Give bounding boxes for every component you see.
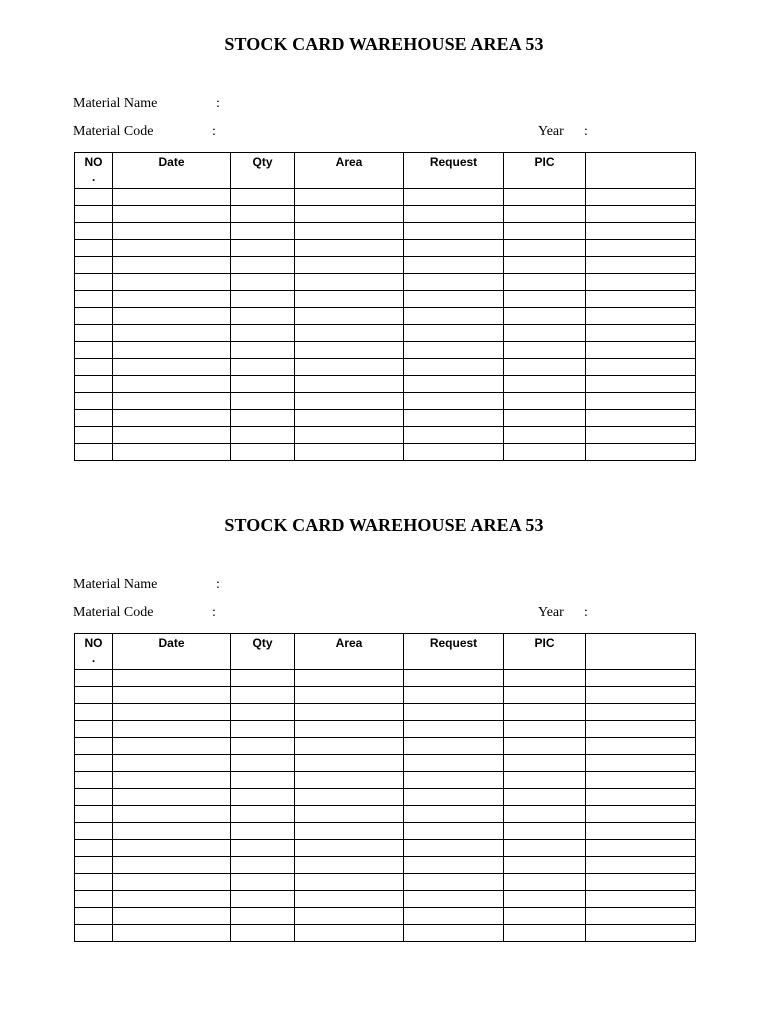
table-row xyxy=(75,240,696,257)
table-cell[interactable] xyxy=(113,670,231,687)
table-cell[interactable] xyxy=(231,925,295,942)
table-cell[interactable] xyxy=(75,908,113,925)
stock-table xyxy=(74,633,696,942)
table-cell[interactable] xyxy=(404,223,504,240)
table-cell[interactable] xyxy=(404,823,504,840)
table-cell[interactable] xyxy=(231,891,295,908)
table-cell[interactable] xyxy=(586,189,696,206)
table-cell[interactable] xyxy=(586,257,696,274)
table-row xyxy=(75,925,696,942)
table-cell[interactable] xyxy=(231,359,295,376)
table-row xyxy=(75,325,696,342)
material-name-label: Material Name xyxy=(73,577,158,592)
table-cell[interactable] xyxy=(75,823,113,840)
table-cell[interactable] xyxy=(231,840,295,857)
table-cell[interactable] xyxy=(75,342,113,359)
table-cell[interactable] xyxy=(504,806,586,823)
table-cell[interactable] xyxy=(504,687,586,704)
table-cell[interactable] xyxy=(295,687,404,704)
table-row xyxy=(75,342,696,359)
table-row xyxy=(75,721,696,738)
table-cell[interactable] xyxy=(404,274,504,291)
table-cell[interactable] xyxy=(113,291,231,308)
table-cell[interactable] xyxy=(586,704,696,721)
page-title: STOCK CARD WAREHOUSE AREA 53 xyxy=(224,34,544,54)
table-row xyxy=(75,274,696,291)
table-cell[interactable] xyxy=(295,823,404,840)
table-cell[interactable] xyxy=(404,206,504,223)
table-cell[interactable] xyxy=(295,444,404,461)
table-cell[interactable] xyxy=(504,291,586,308)
table-cell[interactable] xyxy=(586,670,696,687)
table-cell[interactable] xyxy=(404,738,504,755)
table-cell[interactable] xyxy=(504,755,586,772)
table-cell[interactable] xyxy=(113,410,231,427)
table-cell[interactable] xyxy=(231,325,295,342)
table-row xyxy=(75,444,696,461)
table-cell[interactable] xyxy=(113,891,231,908)
table-cell[interactable] xyxy=(586,738,696,755)
table-cell[interactable] xyxy=(113,874,231,891)
table-row xyxy=(75,738,696,755)
table-cell[interactable] xyxy=(75,359,113,376)
header-blank xyxy=(586,153,696,189)
table-cell[interactable] xyxy=(231,857,295,874)
table-header-row xyxy=(75,153,696,189)
table-cell[interactable] xyxy=(75,240,113,257)
table-cell[interactable] xyxy=(586,891,696,908)
table-cell[interactable] xyxy=(404,342,504,359)
table-cell[interactable] xyxy=(504,325,586,342)
table-cell[interactable] xyxy=(295,291,404,308)
table-cell[interactable] xyxy=(586,806,696,823)
table-row xyxy=(75,874,696,891)
material-name-label: Material Name xyxy=(73,96,158,111)
table-cell[interactable] xyxy=(231,223,295,240)
table-cell[interactable] xyxy=(295,908,404,925)
table-row xyxy=(75,772,696,789)
table-cell[interactable] xyxy=(404,376,504,393)
table-cell[interactable] xyxy=(404,257,504,274)
table-cell[interactable] xyxy=(113,223,231,240)
table-cell[interactable] xyxy=(231,308,295,325)
table-cell[interactable] xyxy=(504,823,586,840)
table-cell[interactable] xyxy=(404,857,504,874)
table-cell[interactable] xyxy=(504,874,586,891)
table-cell[interactable] xyxy=(75,687,113,704)
table-cell[interactable] xyxy=(404,687,504,704)
table-cell[interactable] xyxy=(404,755,504,772)
table-cell[interactable] xyxy=(404,444,504,461)
table-cell[interactable] xyxy=(295,840,404,857)
table-cell[interactable] xyxy=(586,908,696,925)
table-cell[interactable] xyxy=(231,444,295,461)
table-row xyxy=(75,427,696,444)
table-cell[interactable] xyxy=(75,670,113,687)
table-cell[interactable] xyxy=(295,427,404,444)
table-row xyxy=(75,257,696,274)
table-cell[interactable] xyxy=(113,359,231,376)
year-label: Year xyxy=(538,124,564,139)
year-colon: : xyxy=(584,124,588,139)
table-cell[interactable] xyxy=(231,789,295,806)
table-cell[interactable] xyxy=(75,189,113,206)
table-cell[interactable] xyxy=(295,257,404,274)
table-cell[interactable] xyxy=(113,189,231,206)
table-cell[interactable] xyxy=(75,427,113,444)
table-cell[interactable] xyxy=(113,444,231,461)
table-cell[interactable] xyxy=(75,308,113,325)
table-cell[interactable] xyxy=(586,410,696,427)
table-cell[interactable] xyxy=(404,840,504,857)
table-cell[interactable] xyxy=(295,772,404,789)
table-cell[interactable] xyxy=(504,257,586,274)
table-cell[interactable] xyxy=(113,687,231,704)
table-cell[interactable] xyxy=(295,874,404,891)
table-cell[interactable] xyxy=(404,240,504,257)
table-cell[interactable] xyxy=(113,325,231,342)
table-cell[interactable] xyxy=(404,359,504,376)
material-name-colon: : xyxy=(216,96,220,111)
table-cell[interactable] xyxy=(586,291,696,308)
table-cell[interactable] xyxy=(75,738,113,755)
table-cell[interactable] xyxy=(295,376,404,393)
table-cell[interactable] xyxy=(504,789,586,806)
header-no-dot: . xyxy=(91,170,96,184)
table-cell[interactable] xyxy=(295,789,404,806)
table-cell[interactable] xyxy=(586,755,696,772)
table-cell[interactable] xyxy=(586,325,696,342)
table-cell[interactable] xyxy=(113,342,231,359)
table-cell[interactable] xyxy=(404,721,504,738)
table-cell[interactable] xyxy=(113,308,231,325)
table-cell[interactable] xyxy=(404,291,504,308)
table-cell[interactable] xyxy=(113,240,231,257)
material-code-colon: : xyxy=(212,605,216,620)
table-cell[interactable] xyxy=(504,427,586,444)
table-cell[interactable] xyxy=(586,840,696,857)
table-cell[interactable] xyxy=(113,772,231,789)
table-cell[interactable] xyxy=(113,806,231,823)
table-cell[interactable] xyxy=(404,891,504,908)
table-cell[interactable] xyxy=(295,325,404,342)
table-cell[interactable] xyxy=(504,670,586,687)
header-area: Area xyxy=(295,634,404,670)
table-cell[interactable] xyxy=(504,891,586,908)
table-cell[interactable] xyxy=(75,806,113,823)
table-cell[interactable] xyxy=(295,721,404,738)
table-cell[interactable] xyxy=(113,840,231,857)
table-cell[interactable] xyxy=(586,206,696,223)
table-cell[interactable] xyxy=(586,857,696,874)
table-cell[interactable] xyxy=(404,925,504,942)
table-cell[interactable] xyxy=(75,857,113,874)
table-cell[interactable] xyxy=(586,359,696,376)
header-request: Request xyxy=(404,153,504,189)
material-code-label: Material Code xyxy=(73,605,154,620)
table-cell[interactable] xyxy=(75,376,113,393)
table-cell[interactable] xyxy=(295,755,404,772)
header-no-dot: . xyxy=(91,651,96,665)
page-title: STOCK CARD WAREHOUSE AREA 53 xyxy=(224,515,544,535)
table-cell[interactable] xyxy=(113,823,231,840)
table-cell[interactable] xyxy=(113,738,231,755)
table-cell[interactable] xyxy=(504,376,586,393)
table-cell[interactable] xyxy=(231,687,295,704)
header-area: Area xyxy=(295,153,404,189)
header-blank xyxy=(586,634,696,670)
table-cell[interactable] xyxy=(113,427,231,444)
table-cell[interactable] xyxy=(75,291,113,308)
table-cell[interactable] xyxy=(404,308,504,325)
header-request: Request xyxy=(404,634,504,670)
table-cell[interactable] xyxy=(586,427,696,444)
table-cell[interactable] xyxy=(295,857,404,874)
table-cell[interactable] xyxy=(586,823,696,840)
table-cell[interactable] xyxy=(404,789,504,806)
table-cell[interactable] xyxy=(75,840,113,857)
header-pic: PIC xyxy=(504,634,586,670)
table-row xyxy=(75,908,696,925)
table-row xyxy=(75,308,696,325)
table-cell[interactable] xyxy=(75,874,113,891)
header-qty: Qty xyxy=(231,634,295,670)
table-cell[interactable] xyxy=(295,223,404,240)
table-cell[interactable] xyxy=(231,908,295,925)
table-header-row xyxy=(75,634,696,670)
table-cell[interactable] xyxy=(504,721,586,738)
table-cell[interactable] xyxy=(113,206,231,223)
table-cell[interactable] xyxy=(231,772,295,789)
table-cell[interactable] xyxy=(586,393,696,410)
header-no xyxy=(75,634,113,670)
table-cell[interactable] xyxy=(231,721,295,738)
table-cell[interactable] xyxy=(75,274,113,291)
table-row xyxy=(75,410,696,427)
table-cell[interactable] xyxy=(404,772,504,789)
table-cell[interactable] xyxy=(504,772,586,789)
table-row xyxy=(75,670,696,687)
table-cell[interactable] xyxy=(113,393,231,410)
table-cell[interactable] xyxy=(404,704,504,721)
table-row xyxy=(75,687,696,704)
table-cell[interactable] xyxy=(113,376,231,393)
table-cell[interactable] xyxy=(231,393,295,410)
header-no-label: NO xyxy=(84,636,103,650)
table-cell[interactable] xyxy=(404,410,504,427)
table-cell[interactable] xyxy=(231,427,295,444)
table-row xyxy=(75,823,696,840)
table-cell[interactable] xyxy=(231,274,295,291)
header-no xyxy=(75,153,113,189)
header-no-label: NO xyxy=(84,155,103,169)
table-cell[interactable] xyxy=(295,925,404,942)
table-row xyxy=(75,189,696,206)
table-cell[interactable] xyxy=(113,257,231,274)
table-cell[interactable] xyxy=(404,189,504,206)
table-cell[interactable] xyxy=(404,427,504,444)
table-cell[interactable] xyxy=(504,189,586,206)
table-row xyxy=(75,806,696,823)
table-cell[interactable] xyxy=(586,342,696,359)
table-cell[interactable] xyxy=(504,342,586,359)
table-row xyxy=(75,840,696,857)
table-cell[interactable] xyxy=(75,393,113,410)
table-row xyxy=(75,891,696,908)
table-cell[interactable] xyxy=(504,308,586,325)
table-row xyxy=(75,393,696,410)
table-cell[interactable] xyxy=(113,908,231,925)
header-date: Date xyxy=(113,634,231,670)
table-cell[interactable] xyxy=(504,444,586,461)
table-cell[interactable] xyxy=(504,410,586,427)
table-cell[interactable] xyxy=(75,444,113,461)
table-cell[interactable] xyxy=(231,738,295,755)
table-cell[interactable] xyxy=(113,925,231,942)
table-row xyxy=(75,755,696,772)
table-row xyxy=(75,206,696,223)
table-cell[interactable] xyxy=(113,704,231,721)
table-cell[interactable] xyxy=(586,772,696,789)
table-cell[interactable] xyxy=(231,206,295,223)
table-cell[interactable] xyxy=(231,410,295,427)
table-cell[interactable] xyxy=(75,325,113,342)
table-cell[interactable] xyxy=(295,359,404,376)
table-cell[interactable] xyxy=(295,189,404,206)
material-name-colon: : xyxy=(216,577,220,592)
table-cell[interactable] xyxy=(75,789,113,806)
table-cell[interactable] xyxy=(295,738,404,755)
table-body xyxy=(75,670,696,942)
table-cell[interactable] xyxy=(75,772,113,789)
table-cell[interactable] xyxy=(113,857,231,874)
table-cell[interactable] xyxy=(586,874,696,891)
table-cell[interactable] xyxy=(504,223,586,240)
table-cell[interactable] xyxy=(295,704,404,721)
material-code-colon: : xyxy=(212,124,216,139)
table-cell[interactable] xyxy=(404,325,504,342)
table-cell[interactable] xyxy=(113,755,231,772)
table-cell[interactable] xyxy=(231,823,295,840)
table-cell[interactable] xyxy=(231,755,295,772)
table-cell[interactable] xyxy=(75,755,113,772)
table-cell[interactable] xyxy=(504,206,586,223)
table-cell[interactable] xyxy=(504,704,586,721)
table-cell[interactable] xyxy=(504,738,586,755)
table-cell[interactable] xyxy=(295,410,404,427)
table-cell[interactable] xyxy=(504,359,586,376)
table-cell[interactable] xyxy=(75,891,113,908)
table-cell[interactable] xyxy=(504,925,586,942)
table-cell[interactable] xyxy=(586,687,696,704)
table-cell[interactable] xyxy=(586,789,696,806)
table-cell[interactable] xyxy=(113,274,231,291)
table-cell[interactable] xyxy=(75,206,113,223)
table-cell[interactable] xyxy=(404,670,504,687)
table-cell[interactable] xyxy=(586,223,696,240)
header-pic: PIC xyxy=(504,153,586,189)
table-cell[interactable] xyxy=(586,925,696,942)
table-cell[interactable] xyxy=(586,376,696,393)
table-cell[interactable] xyxy=(231,874,295,891)
table-row xyxy=(75,857,696,874)
table-cell[interactable] xyxy=(231,291,295,308)
table-cell[interactable] xyxy=(231,240,295,257)
table-row xyxy=(75,376,696,393)
header-date: Date xyxy=(113,153,231,189)
table-cell[interactable] xyxy=(504,840,586,857)
table-cell[interactable] xyxy=(75,257,113,274)
table-cell[interactable] xyxy=(295,806,404,823)
table-cell[interactable] xyxy=(231,806,295,823)
table-cell[interactable] xyxy=(295,393,404,410)
table-row xyxy=(75,291,696,308)
table-cell[interactable] xyxy=(295,274,404,291)
table-body xyxy=(75,189,696,461)
table-cell[interactable] xyxy=(113,789,231,806)
table-cell[interactable] xyxy=(113,721,231,738)
table-cell[interactable] xyxy=(586,274,696,291)
table-cell[interactable] xyxy=(75,704,113,721)
table-cell[interactable] xyxy=(404,874,504,891)
material-code-label: Material Code xyxy=(73,124,154,139)
table-cell[interactable] xyxy=(295,240,404,257)
table-cell[interactable] xyxy=(404,806,504,823)
table-cell[interactable] xyxy=(231,342,295,359)
year-label: Year xyxy=(538,605,564,620)
table-cell[interactable] xyxy=(75,925,113,942)
table-row xyxy=(75,789,696,806)
table-cell[interactable] xyxy=(231,189,295,206)
table-cell[interactable] xyxy=(295,308,404,325)
table-cell[interactable] xyxy=(295,342,404,359)
table-cell[interactable] xyxy=(231,670,295,687)
table-cell[interactable] xyxy=(75,721,113,738)
header-qty: Qty xyxy=(231,153,295,189)
table-row xyxy=(75,359,696,376)
stock-table xyxy=(74,152,696,461)
table-cell[interactable] xyxy=(295,891,404,908)
table-cell[interactable] xyxy=(586,721,696,738)
table-cell[interactable] xyxy=(295,670,404,687)
table-cell[interactable] xyxy=(504,240,586,257)
table-cell[interactable] xyxy=(404,908,504,925)
table-cell[interactable] xyxy=(586,444,696,461)
table-cell[interactable] xyxy=(504,393,586,410)
table-cell[interactable] xyxy=(504,857,586,874)
table-cell[interactable] xyxy=(504,274,586,291)
table-cell[interactable] xyxy=(75,410,113,427)
table-cell[interactable] xyxy=(504,908,586,925)
table-row xyxy=(75,223,696,240)
table-cell[interactable] xyxy=(586,308,696,325)
table-cell[interactable] xyxy=(231,704,295,721)
table-cell[interactable] xyxy=(586,240,696,257)
table-row xyxy=(75,704,696,721)
year-colon: : xyxy=(584,605,588,620)
table-cell[interactable] xyxy=(295,206,404,223)
table-cell[interactable] xyxy=(231,376,295,393)
table-cell[interactable] xyxy=(404,393,504,410)
table-cell[interactable] xyxy=(231,257,295,274)
table-cell[interactable] xyxy=(75,223,113,240)
